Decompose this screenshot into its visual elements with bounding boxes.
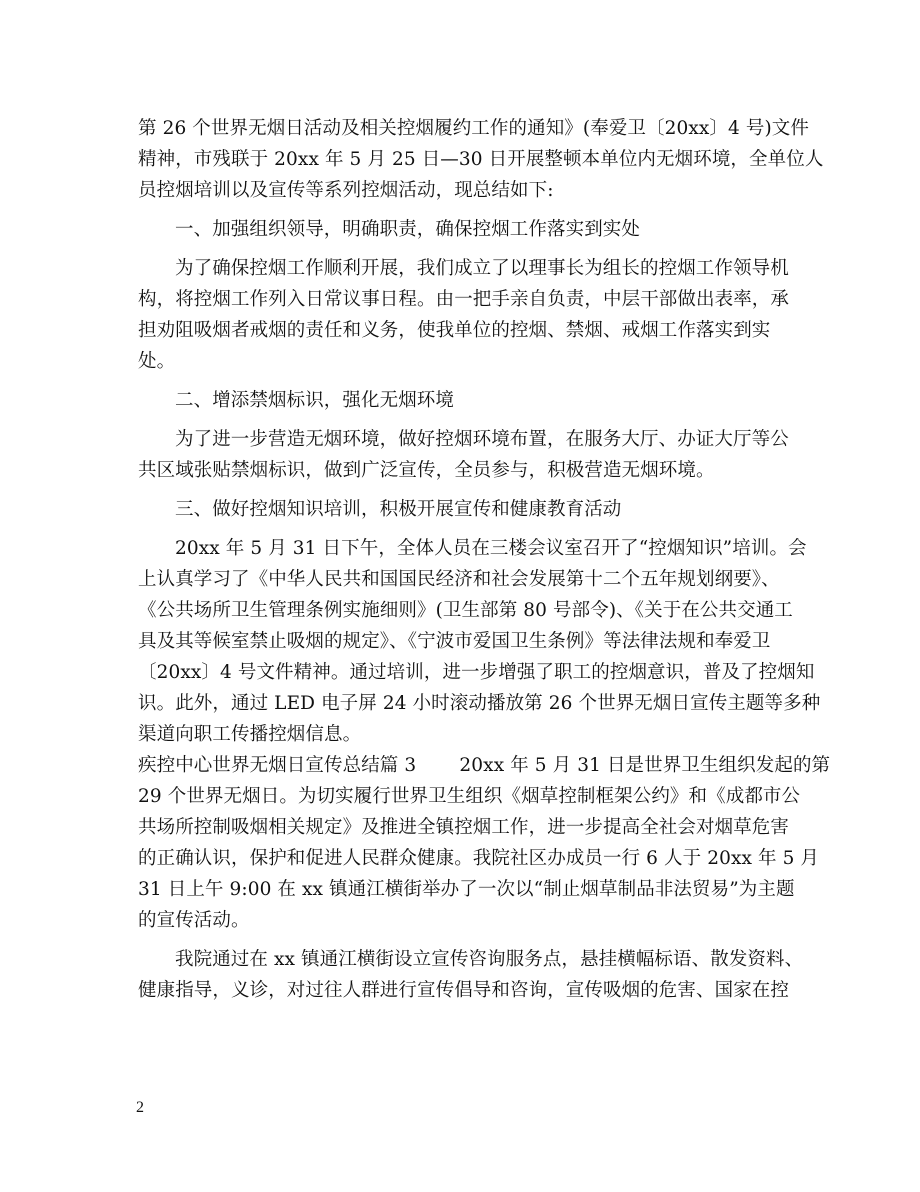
text-line: 识。此外，通过 LED 电子屏 24 小时滚动播放第 26 个世界无烟日宣传主题等多种: [138, 693, 821, 714]
section-heading: 二、增添禁烟标识，强化无烟环境: [175, 390, 455, 411]
document-body: [138, 113, 831, 1006]
section-heading: 三、做好控烟知识培训，积极开展宣传和健康教育活动: [175, 499, 622, 520]
text-line: 健康指导，义诊，对过往人群进行宣传倡导和咨询，宣传吸烟的危害、国家在控: [138, 980, 790, 1001]
article-title-line: 疾控中心世界无烟日宣传总结篇 3 20xx 年 5 月 31 日是世界卫生组织发起的第: [138, 755, 831, 776]
page-number: 2: [136, 1099, 144, 1116]
text-line: 为了确保控烟工作顺利开展，我们成立了以理事长为组长的控烟工作领导机: [175, 258, 789, 279]
text-line: 具及其等候室禁止吸烟的规定》、《宁波市爱国卫生条例》等法律法规和奉爱卫: [138, 631, 771, 652]
text-line: 20xx 年 5 月 31 日下午，全体人员在三楼会议室召开了“控烟知识”培训。会: [175, 538, 807, 559]
text-line: 处。: [138, 351, 176, 372]
text-line: 的正确认识，保护和促进人民群众健康。我院社区办成员一行 6 人于 20xx 年 5 月: [138, 848, 820, 869]
text-line: 员控烟培训以及宣传等系列控烟活动，现总结如下:: [138, 180, 554, 201]
text-line: 的宣传活动。: [138, 910, 250, 931]
text-line: 共场所控制吸烟相关规定》及推进全镇控烟工作，进一步提高全社会对烟草危害: [138, 817, 790, 838]
text-line: 31 日上午 9:00 在 xx 镇通江横街举办了一次以“制止烟草制品非法贸易”为主题: [138, 879, 795, 900]
text-line: 精神，市残联于 20xx 年 5 月 25 日—30 日开展整顿本单位内无烟环境，全单位人: [138, 149, 824, 170]
text-line: 渠道向职工传播控烟信息。: [138, 724, 362, 745]
text-line: 29 个世界无烟日。为切实履行世界卫生组织《烟草控制框架公约》和《成都市公: [138, 786, 801, 807]
section-heading: 一、加强组织领导，明确职责，确保控烟工作落实到实处: [175, 219, 641, 240]
text-line: 我院通过在 xx 镇通江横街设立宣传咨询服务点，悬挂横幅标语、散发资料、: [175, 949, 804, 970]
text-line: 上认真学习了《中华人民共和国国民经济和社会发展第十二个五年规划纲要》、: [138, 569, 780, 590]
text-line: 〔20xx〕4 号文件精神。通过培训，进一步增强了职工的控烟意识，普及了控烟知: [138, 662, 815, 683]
text-line: 担劝阻吸烟者戒烟的责任和义务，使我单位的控烟、禁烟、戒烟工作落实到实: [138, 320, 771, 341]
text-line: 共区域张贴禁烟标识，做到广泛宣传，全员参与，积极营造无烟环境。: [138, 460, 715, 481]
text-line: 《公共场所卫生管理条例实施细则》(卫生部第 80 号部令)、《关于在公共交通工: [138, 600, 793, 621]
text-line: 第 26 个世界无烟日活动及相关控烟履约工作的通知》(奉爱卫〔20xx〕4 号)文件: [138, 118, 809, 139]
text-line: 为了进一步营造无烟环境，做好控烟环境布置，在服务大厅、办证大厅等公: [175, 429, 789, 450]
text-line: 构，将控烟工作列入日常议事日程。由一把手亲自负责，中层干部做出表率，承: [138, 289, 790, 310]
